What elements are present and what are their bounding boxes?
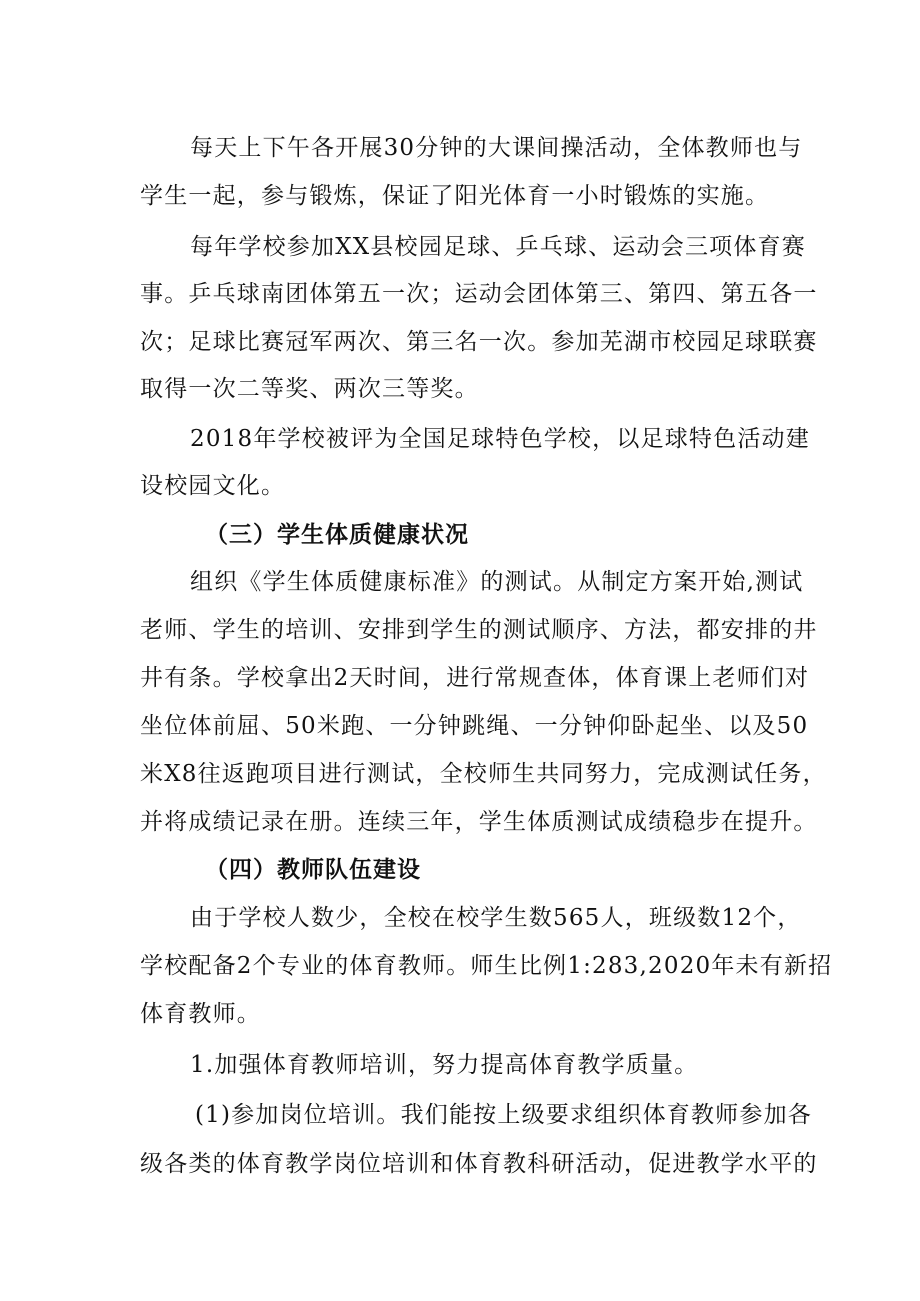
paragraph-7-line-2: 学校配备2个专业的体育教师。师生比例1:283,2020年未有新招 bbox=[140, 953, 833, 979]
paragraph-5-line-2: 老师、学生的培训、安排到学生的测试顺序、方法，都安排的井 bbox=[140, 617, 818, 643]
paragraph-5-line-3: 井有条。学校拿出2天时间，进行常规查体，体育课上老师们对 bbox=[140, 665, 810, 691]
paragraph-5-line-4: 坐位体前屈、50米跑、一分钟跳绳、一分钟仰卧起坐、以及50 bbox=[140, 713, 809, 739]
paragraph-7-line-1: 由于学校人数少，全校在校学生数565人，班级数12个， bbox=[190, 905, 802, 931]
paragraph-2-line-2: 事。乒乓球南团体第五一次；运动会团体第三、第四、第五各一 bbox=[140, 281, 818, 307]
paragraph-5-line-6: 并将成绩记录在册。连续三年，学生体质测试成绩稳步在提升。 bbox=[140, 809, 818, 835]
paragraph-2-line-3: 次；足球比赛冠军两次、第三名一次。参加芜湖市校园足球联赛 bbox=[140, 329, 818, 355]
paragraph-8-line-1: 1.加强体育教师培训，努力提高体育教学质量。 bbox=[190, 1052, 699, 1078]
paragraph-5-line-5: 米X8往返跑项目进行测试，全校师生共同努力，完成测试任务， bbox=[140, 761, 827, 787]
paragraph-9-line-1: (1)参加岗位培训。我们能按上级要求组织体育教师参加各 bbox=[195, 1102, 812, 1128]
paragraph-1-line-2: 学生一起，参与锻炼，保证了阳光体育一小时锻炼的实施。 bbox=[140, 183, 770, 209]
paragraph-3-line-1: 2018年学校被评为全国足球特色学校，以足球特色活动建 bbox=[190, 426, 810, 452]
section-heading-3: （三）学生体质健康状况 bbox=[205, 522, 469, 548]
section-heading-4: （四）教师队伍建设 bbox=[205, 857, 421, 883]
paragraph-2-line-4: 取得一次二等奖、两次三等奖。 bbox=[140, 376, 479, 402]
paragraph-9-line-2: 级各类的体育教学岗位培训和体育教科研活动，促进教学水平的 bbox=[140, 1151, 818, 1177]
paragraph-3-line-2: 设校园文化。 bbox=[140, 473, 286, 499]
paragraph-5-line-1: 组织《学生体质健康标准》的测试。从制定方案开始,测试 bbox=[190, 569, 804, 595]
paragraph-7-line-3: 体育教师。 bbox=[140, 1001, 261, 1027]
paragraph-2-line-1: 每年学校参加XX县校园足球、乒乓球、运动会三项体育赛 bbox=[190, 234, 806, 260]
paragraph-1-line-1: 每天上下午各开展30分钟的大课间操活动，全体教师也与 bbox=[190, 135, 803, 161]
